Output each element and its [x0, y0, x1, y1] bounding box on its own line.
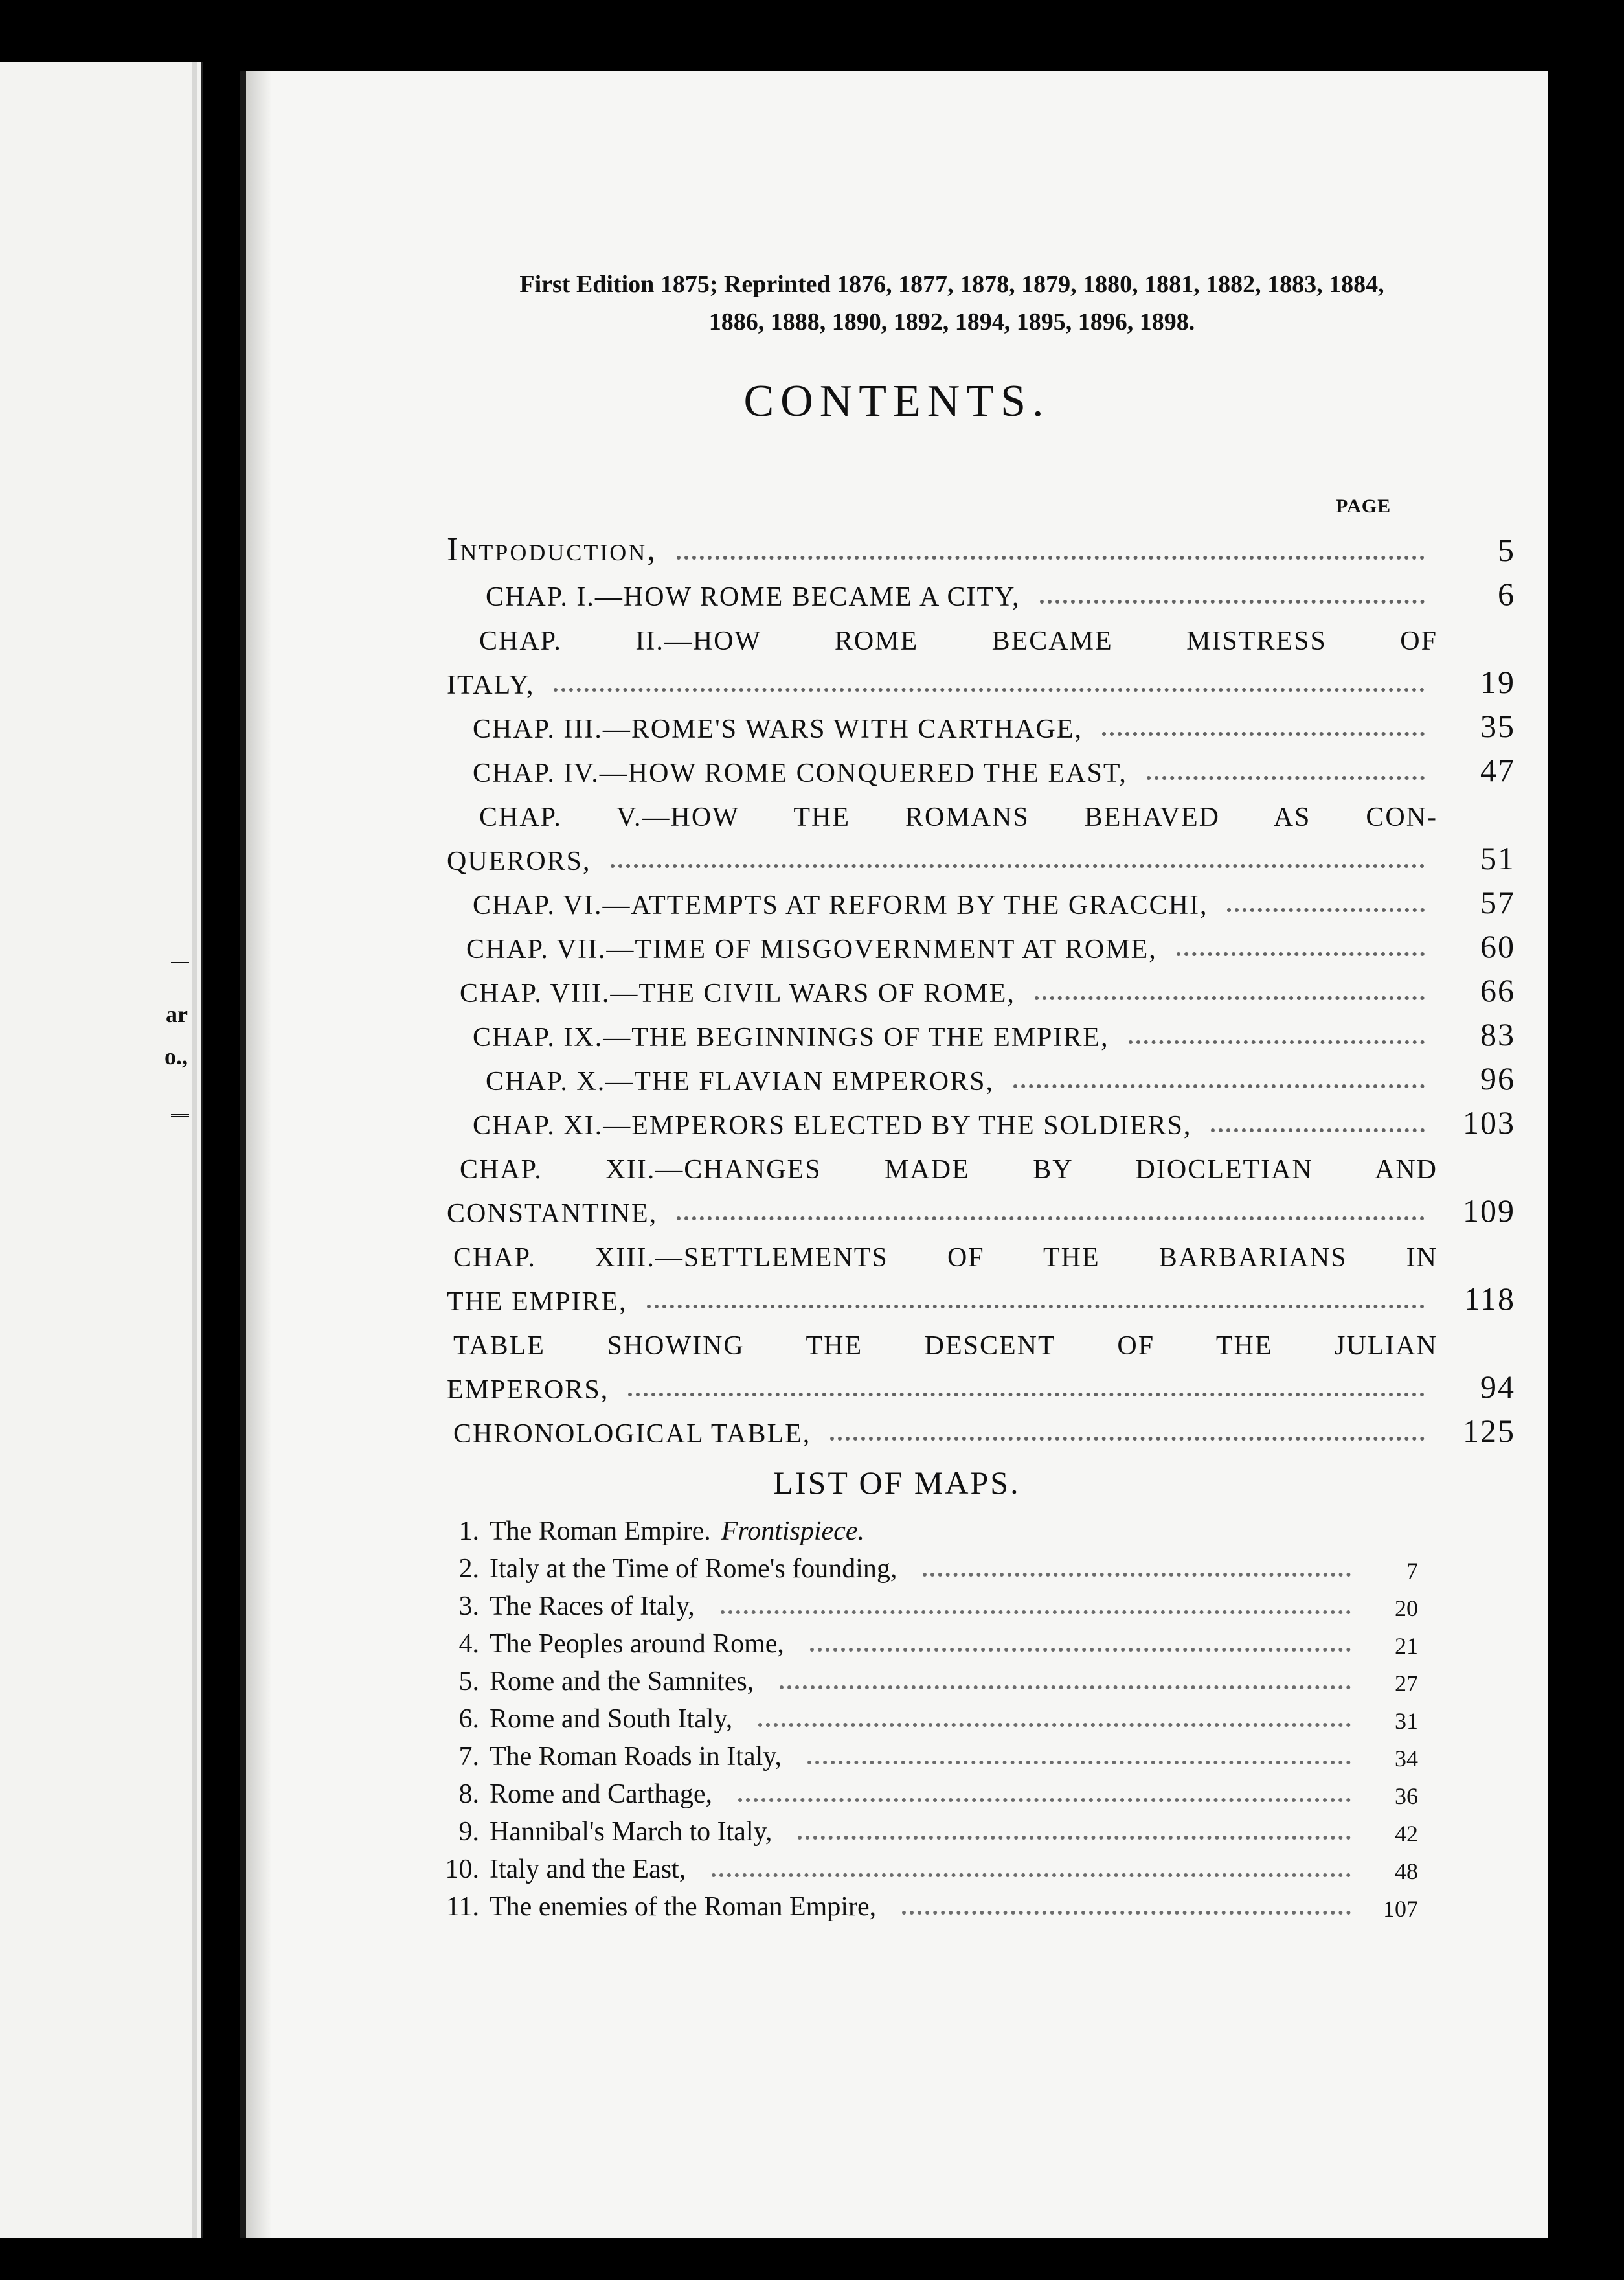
map-entry — [434, 1622, 1418, 1659]
toc-entry-title: THE EMPIRE, — [447, 1287, 627, 1317]
toc-entry-title: QUERORS, — [447, 847, 591, 876]
map-title: The enemies of the Roman Empire, — [490, 1892, 877, 1922]
dot-leader — [1129, 1040, 1425, 1044]
map-title: Italy at the Time of Rome's founding, — [490, 1554, 897, 1584]
toc-entry-title: EMPERORS, — [447, 1375, 609, 1405]
map-number: 10. — [445, 1854, 479, 1884]
map-page-number: 31 — [1395, 1708, 1418, 1734]
dot-leader — [1013, 1084, 1425, 1088]
fragment-text-2: o., — [164, 1043, 188, 1069]
toc-page-number: 6 — [1498, 576, 1515, 612]
dot-leader — [677, 1216, 1425, 1220]
toc-entry — [447, 877, 1515, 921]
map-number: 6. — [458, 1704, 479, 1734]
toc-entry-title: CHAP. VIII.—THE CIVIL WARS OF ROME, — [460, 979, 1015, 1009]
map-title: Rome and Carthage, — [490, 1779, 713, 1809]
dot-leader — [677, 556, 1425, 560]
map-page-number: 48 — [1395, 1858, 1418, 1884]
fragment-text-1: ar — [166, 1001, 188, 1027]
toc-entry — [447, 1229, 1515, 1317]
toc-page-number: 60 — [1480, 928, 1515, 964]
map-number: 4. — [458, 1629, 479, 1659]
toc-entry — [447, 745, 1515, 789]
toc-entry-title: ITALY, — [447, 670, 535, 700]
toc-entry-title: CHAP. III.—ROME'S WARS WITH CARTHAGE, — [473, 714, 1083, 744]
toc-entry-title: CHAP. XI.—EMPERORS ELECTED BY THE SOLDIERS, — [473, 1111, 1192, 1141]
toc-entry — [447, 569, 1515, 613]
map-number: 1. — [458, 1516, 479, 1546]
dot-leader — [554, 688, 1425, 692]
toc-entry-title: CHAP. I.—HOW ROME BECAME A CITY, — [486, 582, 1021, 612]
toc-entry-title: CHAP. VI.—ATTEMPTS AT REFORM BY THE GRACCHI, — [473, 891, 1208, 920]
toc-page-number: 109 — [1463, 1192, 1515, 1229]
map-title: Rome and South Italy, — [490, 1704, 733, 1734]
toc-entry — [447, 1141, 1515, 1229]
map-entry — [434, 1509, 1418, 1547]
toc-entry-title: CHAP. IX.—THE BEGINNINGS OF THE EMPIRE, — [473, 1023, 1109, 1053]
toc-entry — [447, 525, 1515, 569]
map-title: The Roman Empire. — [490, 1516, 711, 1546]
toc-page-number: 83 — [1480, 1016, 1515, 1053]
dot-leader — [1102, 732, 1425, 736]
toc-entry — [447, 1053, 1515, 1097]
map-number: 11. — [446, 1892, 479, 1922]
table-of-contents — [447, 525, 1515, 1450]
toc-entry-title: CHAP. V.—HOW THE ROMANS BEHAVED AS CON- — [479, 803, 1438, 832]
toc-entry — [447, 965, 1515, 1009]
map-page-number: 20 — [1395, 1595, 1418, 1621]
toc-page-number: 103 — [1463, 1104, 1515, 1141]
dot-leader — [1035, 996, 1425, 1000]
toc-page-number: 125 — [1463, 1413, 1515, 1449]
map-title: Rome and the Samnites, — [490, 1667, 754, 1696]
toc-entry-title: CHAP. VII.—TIME OF MISGOVERNMENT AT ROME, — [466, 935, 1157, 964]
dot-leader — [902, 1911, 1351, 1915]
dot-leader — [810, 1648, 1351, 1652]
map-page-number: 42 — [1395, 1821, 1418, 1847]
dot-leader — [712, 1873, 1351, 1877]
toc-entry-title: CHAP. XII.—CHANGES MADE BY DIOCLETIAN AND — [460, 1155, 1438, 1185]
map-entry — [434, 1584, 1418, 1622]
dot-leader — [1177, 952, 1425, 956]
toc-entry — [447, 613, 1515, 701]
toc-page-number: 35 — [1480, 708, 1515, 744]
map-title: Italy and the East, — [490, 1854, 686, 1884]
map-number: 7. — [458, 1742, 479, 1772]
map-page-number: 21 — [1395, 1633, 1418, 1659]
maps-title: LIST OF MAPS. — [773, 1465, 1021, 1501]
contents-title: CONTENTS. — [743, 376, 1050, 426]
dot-leader — [1147, 776, 1425, 780]
toc-entry — [447, 789, 1515, 877]
dot-leader — [780, 1685, 1351, 1689]
right-page — [240, 71, 1548, 2238]
map-title: The Peoples around Rome, — [490, 1629, 784, 1659]
dot-leader — [628, 1393, 1425, 1396]
toc-entry-title: Intpoduction, — [447, 531, 658, 568]
map-entry — [434, 1697, 1418, 1735]
toc-page-number: 5 — [1498, 532, 1515, 568]
map-entry — [434, 1735, 1418, 1772]
toc-page-number: 96 — [1480, 1060, 1515, 1097]
map-entry — [434, 1810, 1418, 1847]
toc-entry — [447, 921, 1515, 965]
map-page-number: 36 — [1395, 1783, 1418, 1809]
map-page-number: 7 — [1406, 1558, 1418, 1584]
dot-leader — [798, 1836, 1351, 1840]
toc-page-number: 47 — [1480, 752, 1515, 788]
toc-entry — [447, 1097, 1515, 1141]
dot-leader — [1040, 600, 1425, 604]
list-of-maps — [434, 1509, 1418, 1922]
map-entry — [434, 1885, 1418, 1922]
dot-leader — [923, 1573, 1351, 1577]
map-title: The Races of Italy, — [490, 1591, 695, 1621]
fragment-rule — [171, 1114, 189, 1121]
toc-entry-title: CHAP. IV.—HOW ROME CONQUERED THE EAST, — [473, 758, 1127, 788]
toc-entry-title: CHRONOLOGICAL TABLE, — [453, 1419, 811, 1449]
map-page-number: 27 — [1395, 1670, 1418, 1696]
dot-leader — [758, 1723, 1351, 1727]
dot-leader — [807, 1761, 1351, 1764]
map-number: 9. — [458, 1817, 479, 1847]
dot-leader — [1227, 908, 1425, 912]
map-number: 3. — [458, 1591, 479, 1621]
map-entry — [434, 1772, 1418, 1810]
map-title: The Roman Roads in Italy, — [490, 1742, 782, 1772]
dot-leader — [830, 1437, 1425, 1441]
page-column-header: PAGE — [1336, 496, 1392, 517]
map-number: 8. — [458, 1779, 479, 1809]
left-page — [0, 62, 203, 2238]
toc-page-number: 19 — [1480, 664, 1515, 700]
map-page-number: 107 — [1383, 1896, 1418, 1922]
toc-entry-title: CHAP. II.—HOW ROME BECAME MISTRESS OF — [479, 626, 1438, 656]
page-fold — [192, 62, 197, 2238]
dot-leader — [721, 1610, 1351, 1614]
toc-page-number: 57 — [1480, 884, 1515, 920]
toc-page-number: 118 — [1463, 1281, 1515, 1317]
dot-leader — [738, 1798, 1351, 1802]
fragment-rule — [171, 962, 189, 968]
edition-line: First Edition 1875; Reprinted 1876, 1877, 1878, 1879, 1880, 1881, 1882, 1883, 1884, 1886, 1888, 1890, 1892, 1894, 1895, 1896, 1898. — [519, 271, 1384, 336]
toc-entry — [447, 701, 1515, 745]
map-title: Hannibal's March to Italy, — [490, 1817, 773, 1847]
map-entry — [434, 1847, 1418, 1885]
toc-page-number: 94 — [1480, 1369, 1515, 1405]
map-entry — [434, 1659, 1418, 1697]
toc-page-number: 51 — [1480, 840, 1515, 876]
toc-page-number: 66 — [1480, 972, 1515, 1009]
toc-entry-title: CHAP. X.—THE FLAVIAN EMPERORS, — [486, 1067, 994, 1097]
toc-entry-title: TABLE SHOWING THE DESCENT OF THE JULIAN — [453, 1331, 1438, 1361]
map-note: Frontispiece. — [721, 1516, 864, 1546]
map-entry — [434, 1547, 1418, 1584]
toc-entry — [447, 1317, 1515, 1406]
dot-leader — [1211, 1128, 1425, 1132]
map-page-number: 34 — [1395, 1746, 1418, 1772]
map-number: 5. — [458, 1667, 479, 1696]
toc-entry — [447, 1406, 1515, 1450]
toc-entry-title: CHAP. XIII.—SETTLEMENTS OF THE BARBARIANS IN — [453, 1243, 1438, 1273]
toc-entry — [447, 1009, 1515, 1053]
dot-leader — [647, 1305, 1425, 1308]
map-number: 2. — [458, 1554, 479, 1584]
dot-leader — [611, 864, 1425, 868]
toc-entry-title: CONSTANTINE, — [447, 1199, 658, 1229]
